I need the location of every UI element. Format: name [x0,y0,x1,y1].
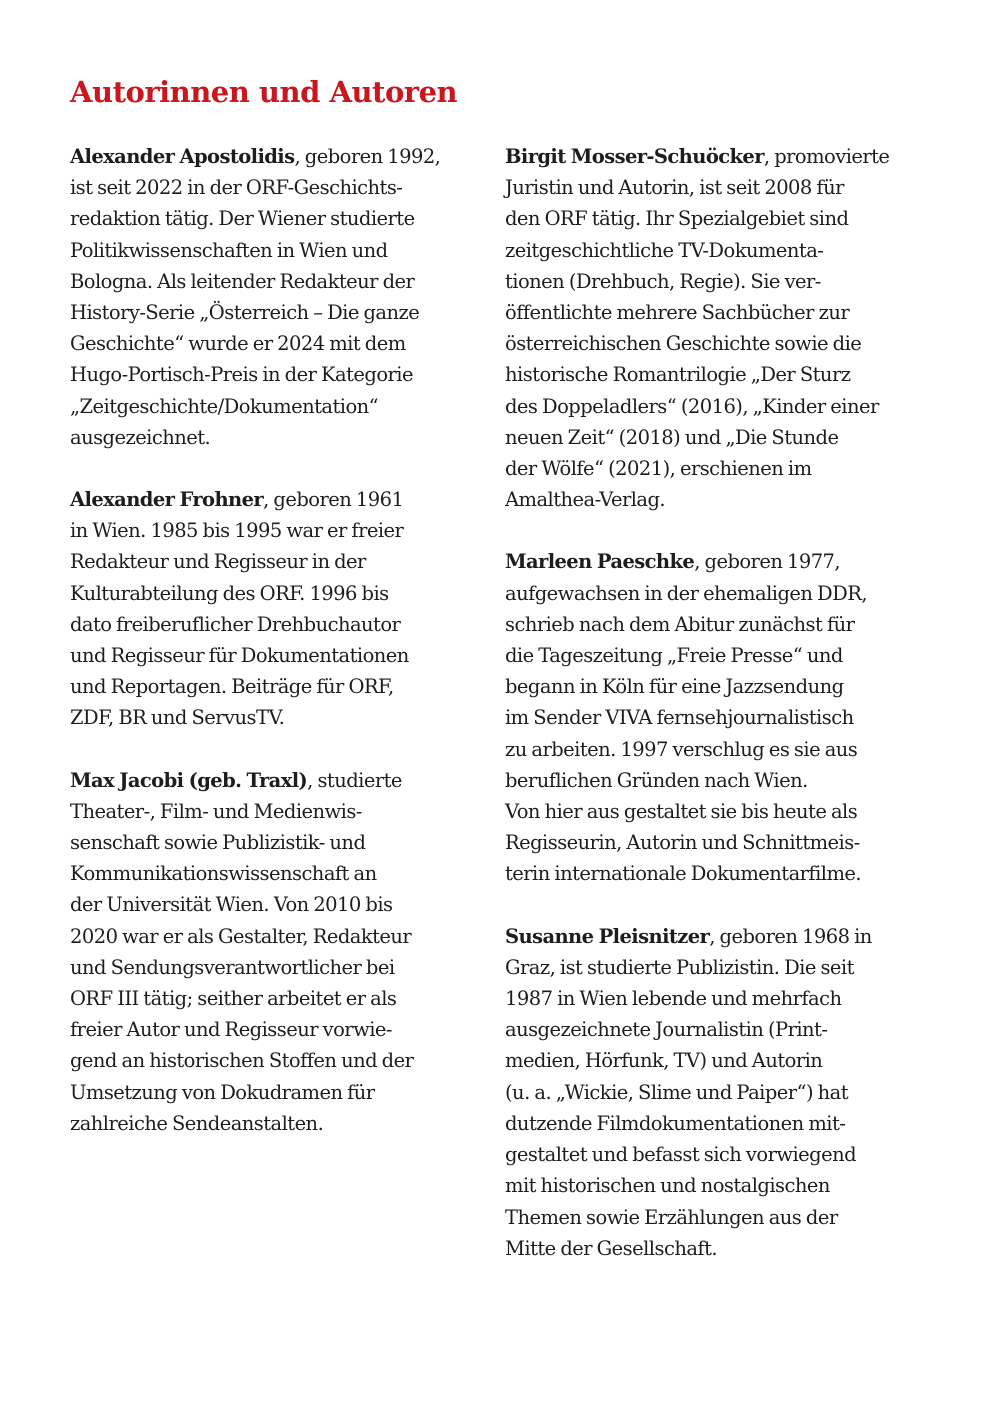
bio-text: , geboren 1977, [694,550,841,574]
bio-line: ZDF, BR und ServusTV. [70,706,285,730]
bio-line: ausgezeichnete Journalistin (Print- [505,1018,828,1042]
bio-line: der Wölfe“ (2021), erschienen im [505,457,812,481]
bio-text: , geboren 1992, [294,145,441,168]
bio-line: redaktion tätig. Der Wiener studierte [70,207,415,231]
bio-line: ausgezeichnet. [70,425,211,449]
bio-text: , geboren 1961 [263,488,404,512]
bio-line: ist seit 2022 in der ORF-Geschichts- [70,176,403,200]
author-bio [505,546,920,889]
bio-line: Politikwissenschaften in Wien und [70,238,388,262]
bio-line: senschaft sowie Publizistik- und [70,831,366,855]
bio-line: 2020 war er als Gestalter, Redakteur [70,924,412,948]
bio-line: Bologna. Als leitender Redakteur der [70,269,415,293]
bio-line [70,141,485,172]
author-name: Birgit Mosser-Schuöcker [505,145,764,168]
bio-line: Umsetzung von Dokudramen für [70,1080,375,1104]
bio-line [70,484,485,515]
bio-line: Geschichte“ wurde er 2024 mit dem [70,332,406,356]
author-bio [70,141,485,453]
bio-line [505,141,920,172]
bio-text: , geboren 1968 in [709,924,872,948]
bio-line: Regisseurin, Autorin und Schnittmeis- [505,831,860,855]
bio-line [505,546,920,577]
author-bio [70,765,485,1139]
bio-line: Mitte der Gesellschaft. [505,1236,718,1260]
bio-line: schrieb nach dem Abitur zunächst für [505,612,855,636]
bio-line: Themen sowie Erzählungen aus der [505,1205,838,1229]
bio-line: Hugo-Portisch-Preis in der Kategorie [70,363,413,387]
bio-line: dutzende Filmdokumentationen mit- [505,1111,846,1135]
bio-line: medien, Hörfunk, TV) und Autorin [505,1049,823,1073]
bio-line: und Regisseur für Dokumentationen [70,644,409,668]
bio-line [70,765,485,796]
bio-line: History-Serie „Österreich – Die ganze [70,301,420,325]
bio-line: der Universität Wien. Von 2010 bis [70,893,393,917]
author-bio [70,484,485,734]
bio-line: gend an historischen Stoffen und der [70,1049,414,1073]
bio-line: dato freiberuflicher Drehbuchautor [70,612,401,636]
bio-line: begann in Köln für eine Jazzsendung [505,675,844,699]
bio-line: aufgewachsen in der ehemaligen DDR, [505,581,867,605]
bio-line: in Wien. 1985 bis 1995 war er freier [70,519,404,543]
bio-line: Graz, ist studierte Publizistin. Die seit [505,955,854,979]
bio-line: tionen (Drehbuch, Regie). Sie ver- [505,269,821,293]
bio-line: und Reportagen. Beiträge für ORF, [70,675,394,699]
right-column [505,141,920,1295]
bio-line: im Sender VIVA fernsehjournalistisch [505,706,854,730]
bio-line: des Doppeladlers“ (2016), „Kinder einer [505,394,879,418]
bio-line: die Tageszeitung „Freie Presse“ und [505,644,843,668]
bio-line: österreichischen Geschichte sowie die [505,332,862,356]
bio-line: Kulturabteilung des ORF. 1996 bis [70,581,389,605]
bio-line: freier Autor und Regisseur vorwie- [70,1018,392,1042]
bio-line: 1987 in Wien lebende und mehrfach [505,987,842,1011]
bio-line: Juristin und Autorin, ist seit 2008 für [505,176,844,200]
bio-line [505,921,920,952]
bio-line: zu arbeiten. 1997 verschlug es sie aus [505,737,858,761]
author-name: Susanne Pleisnitzer [505,924,710,948]
bio-line: Kommunikationswissenschaft an [70,862,377,886]
bio-line: (u. a. „Wickie, Slime und Paiper“) hat [505,1080,849,1104]
bio-line: mit historischen und nostalgischen [505,1174,830,1198]
author-name: Alexander Apostolidis [70,145,295,168]
bio-line: ORF III tätig; seither arbeitet er als [70,987,397,1011]
bio-line: neuen Zeit“ (2018) und „Die Stunde [505,425,839,449]
author-bio [505,921,920,1264]
bio-line: Von hier aus gestaltet sie bis heute als [505,800,858,824]
bio-line: den ORF tätig. Ihr Spezialgebiet sind [505,207,849,231]
bio-line: historische Romantrilogie „Der Sturz [505,363,851,387]
bio-line: terin internationale Dokumentarfilme. [505,862,862,886]
bio-line: beruflichen Gründen nach Wien. [505,768,808,792]
bio-line: und Sendungsverantwortlicher bei [70,955,395,979]
author-name: Alexander Frohner [70,488,264,512]
author-name: Marleen Paeschke [505,550,695,574]
bio-line: Redakteur und Regisseur in der [70,550,366,574]
bio-text: , promovierte [763,145,890,168]
bio-line: Theater-, Film- und Medienwis- [70,799,362,823]
bio-line: Amalthea-Verlag. [505,488,666,512]
bio-text: , studierte [307,768,402,792]
page-heading: Autorinnen und Autoren [70,75,458,109]
bio-line: „Zeitgeschichte/Dokumentation“ [70,394,379,418]
bio-line: zeitgeschichtliche TV-Dokumenta- [505,238,824,262]
bio-line: zahlreiche Sendeanstalten. [70,1111,324,1135]
left-column [70,141,485,1170]
author-name: Max Jacobi (geb. Traxl) [70,768,308,792]
author-bio [505,141,920,515]
bio-line: öffentlichte mehrere Sachbücher zur [505,301,850,325]
bio-line: gestaltet und befasst sich vorwiegend [505,1143,857,1167]
